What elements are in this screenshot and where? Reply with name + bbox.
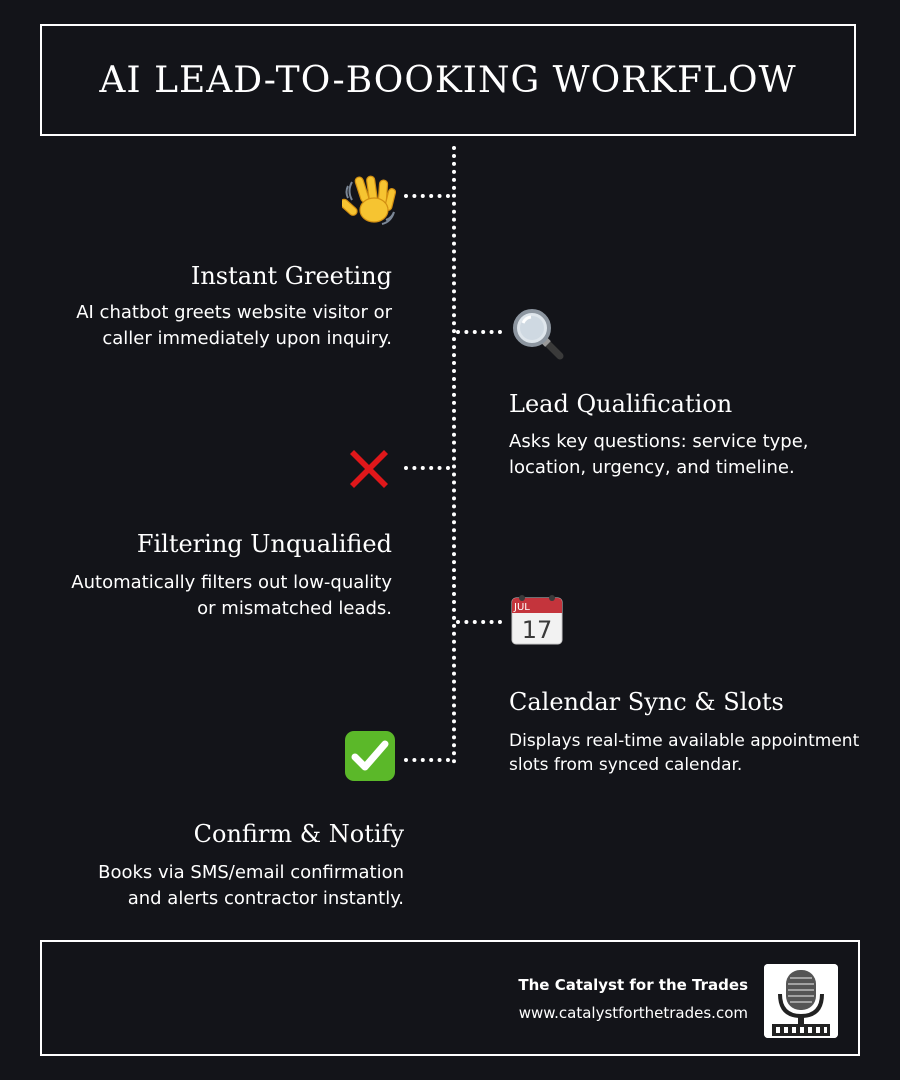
waving-hand-icon: [342, 172, 396, 226]
footer-company-name: The Catalyst for the Trades: [518, 976, 748, 994]
magnifying-glass-icon: [510, 306, 564, 360]
footer-website-link[interactable]: www.catalystforthetrades.com: [518, 1004, 748, 1022]
connector-dots: [404, 194, 450, 198]
page-title: AI LEAD-TO-BOOKING WORKFLOW: [99, 59, 797, 101]
step-title-filtering-unqualified: Filtering Unqualified: [136, 530, 392, 558]
calendar-month: JUL: [514, 602, 530, 613]
step-title-confirm-notify: Confirm & Notify: [193, 820, 404, 848]
connector-dots: [404, 758, 450, 762]
connector-dots: [456, 330, 502, 334]
step-title-instant-greeting: Instant Greeting: [190, 262, 392, 290]
step-description-confirm-notify: Books via SMS/email confirmation and alerts contractor instantly.: [98, 862, 404, 909]
check-mark-icon: [344, 730, 396, 782]
title-box: [40, 24, 856, 136]
step-description-instant-greeting: AI chatbot greets website visitor or caller immediately upon inquiry.: [76, 302, 392, 349]
step-description-calendar-sync: Displays real-time available appointment slots from synced calendar.: [509, 731, 860, 775]
connector-dots: [404, 466, 450, 470]
timeline-line: [452, 146, 456, 764]
microphone-logo-icon: [764, 964, 838, 1038]
footer: [40, 940, 860, 1056]
step-description-filtering-unqualified: Automatically filters out low-quality or mismatched leads.: [71, 572, 392, 619]
step-title-calendar-sync: Calendar Sync & Slots: [509, 688, 784, 716]
calendar-icon: [510, 594, 564, 648]
calendar-day: 17: [521, 616, 553, 644]
step-description-lead-qualification: Asks key questions: service type, location, urgency, and timeline.: [509, 431, 809, 478]
step-title-lead-qualification: Lead Qualification: [509, 390, 733, 418]
cross-mark-icon: [342, 442, 396, 496]
connector-dots: [456, 620, 502, 624]
